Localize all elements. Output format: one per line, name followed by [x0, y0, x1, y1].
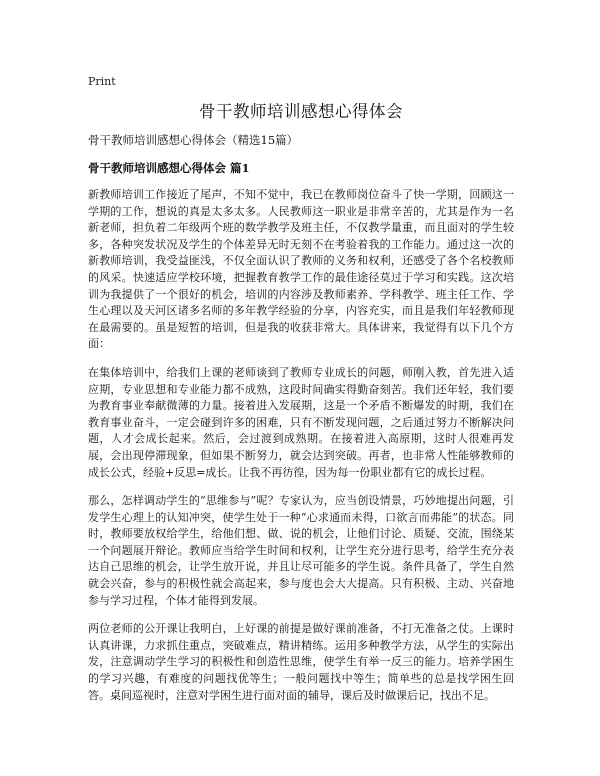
paragraph-4: 两位老师的公开课让我明白，上好课的前提是做好课前准备，不打无准备之仗。上课时认真讲课，力求抓住重点，突破难点，精讲精练。运用多种教学方法，从学生的实际出发，注意调动学生学习的积极性和创造性思维，使学生有举一反三的能力。培养学困生的学习兴趣，有难度的问题找优等生；一般问题找中等生；简单些的总是找学困生回答。桌间巡视时，注意对学困生进行面对面的辅导，课后及时做课后记，找出不足。	[88, 622, 514, 702]
section-heading: 骨干教师培训感想心得体会 篇1	[88, 161, 250, 175]
paragraph-2: 在集体培训中，给我们上课的老师谈到了教师专业成长的问题，师刚入教，首先进入适应期，专业思想和专业能力都不成熟，这段时间确实得勤奋刻苦。我们还年轻，我们要为教育事业奉献微薄的力量。接着进入发展期，这是一个矛盾不断爆发的时期，我们在教育事业奋斗，一定会碰到许多的困难，只有不断发现问题，之后通过努力不断解决问题，人才会成长起来。然后，会过渡到成熟期。在接着进入高原期，这时人很难再发展，会出现停滞现象，但如果不断努力，就会达到突破。再者，也非常人性能够教师的成长公式，经验+反思=成长。让我不再彷徨，因为每一份职业都有它的成长过程。	[88, 365, 514, 479]
paragraph-3: 那么，怎样调动学生的“思维参与”呢？专家认为，应当创设情景，巧妙地提出问题，引发学生心理上的认知冲突，使学生处于一种“心求通而未得，口欲言而弗能”的状态。同时，教师要放权给学生，给他们想、做、说的机会，让他们讨论、质疑、交流，围绕某一个问题展开辩论。教师应当给学生时间和权利，让学生充分进行思考，给学生充分表达自己思维的机会，让学生放开说，并且让尽可能多的学生说。条件具备了，学生自然就会兴奋，参与的积极性就会高起来，参与度也会大大提高。只有积极、主动、兴奋地参与学习过程，个体才能得到发展。	[88, 494, 514, 607]
document-subtitle: 骨干教师培训感想心得体会（精选15篇）	[88, 133, 299, 147]
document-page	[88, 70, 514, 704]
paragraph-1: 新教师培训工作接近了尾声，不知不觉中，我已在教师岗位奋斗了快一学期，回顾这一学期的工作，想说的真是太多太多。人民教师这一职业是非常辛苦的，尤其是作为一名新老师，担负着二年级两个班的数学教学及班主任，不仅教学量重，而且面对的学生较多，各种突发状况及学生的个体差异无时无刻不在考验着我的工作能力。通过这一次的新教师培训，我受益匪浅，不仅全面认识了教师的义务和权利，还感受了各个名校教师的风采。快速适应学校环境，把握教育教学工作的最佳途径莫过于学习和实践。这次培训为我提供了一个很好的机会，培训的内容涉及教师素养、学科教学、班主任工作、学生心理以及天河区诸多名师的多年教学经验的分享，内容充实，而且是我们年轻教师现在最需要的。虽是短暂的培训，但是我的收获非常大。具体讲来，我觉得有以下几个方面：	[88, 188, 514, 351]
print-link[interactable]: Print	[88, 75, 116, 88]
document-title: 骨干教师培训感想心得体会	[199, 102, 403, 121]
